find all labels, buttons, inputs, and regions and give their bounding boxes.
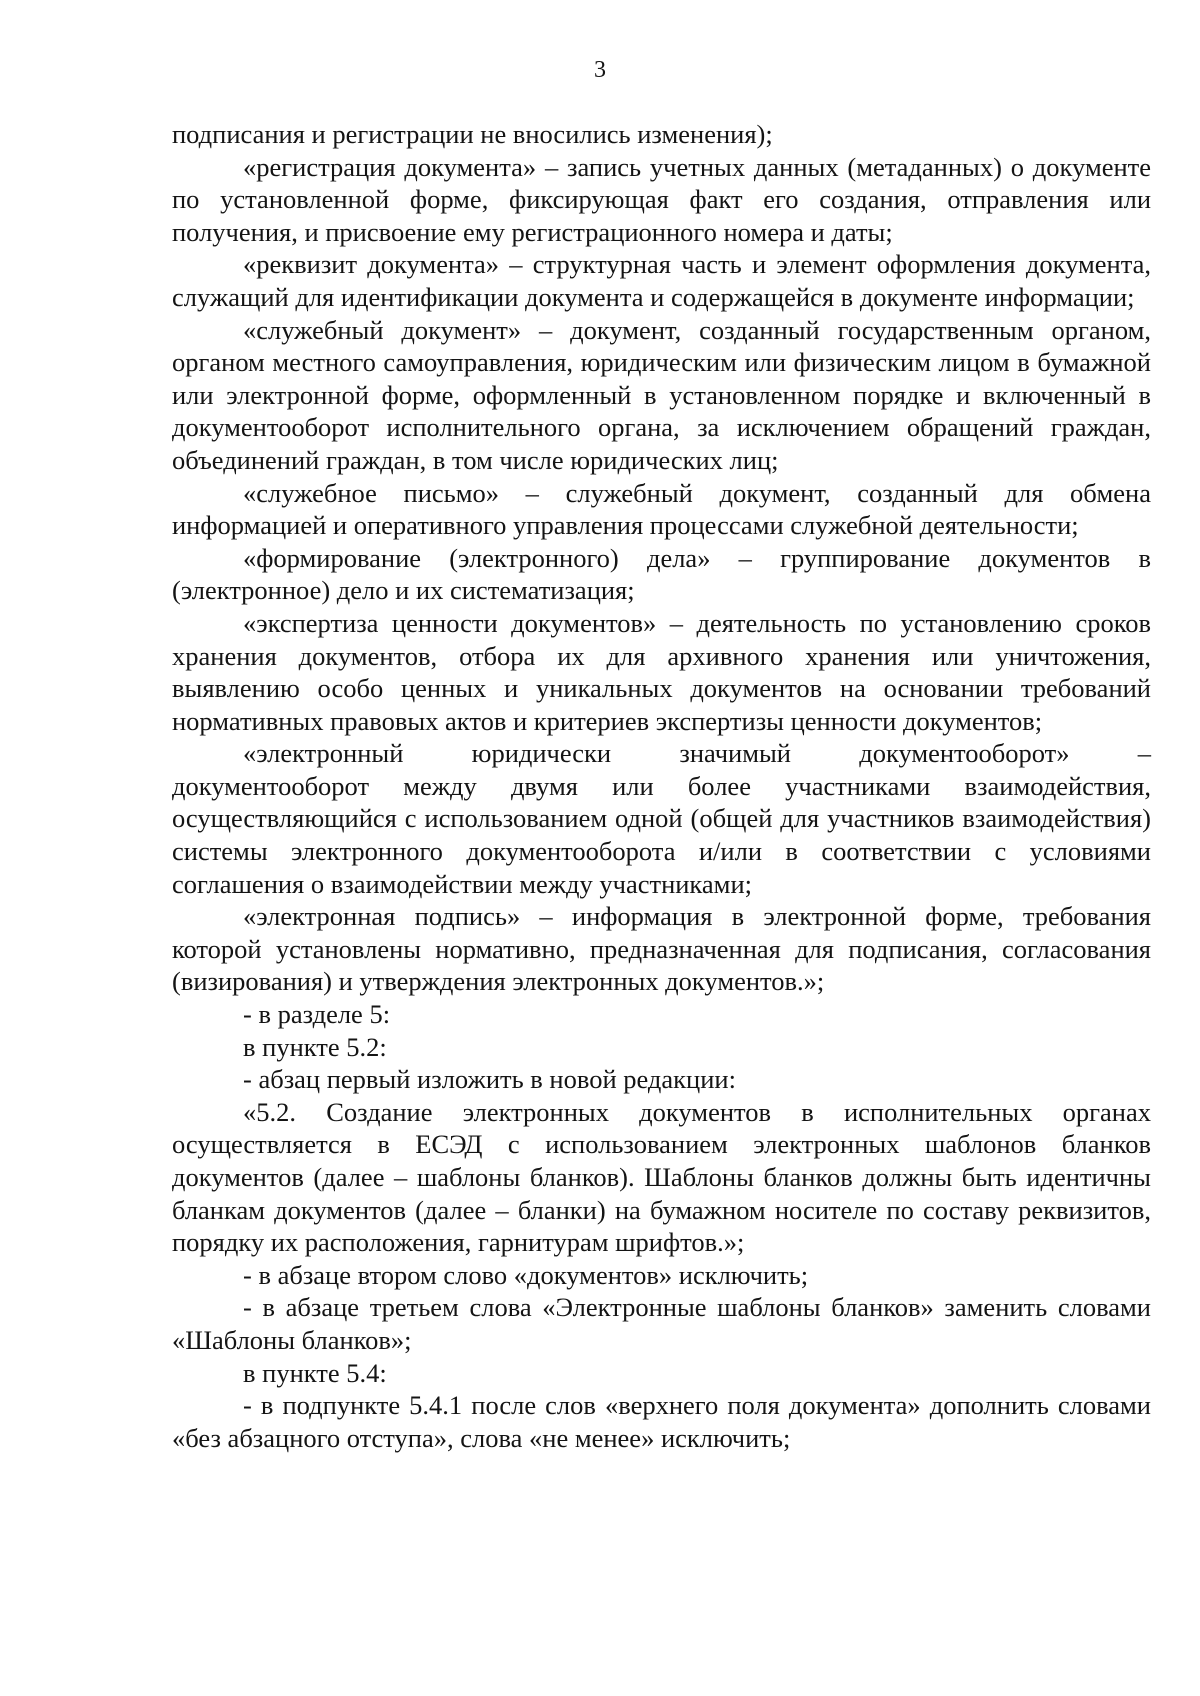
paragraph-3: «реквизит документа» – структурная часть и элемент оформления документа, служащий для идентификации документа и содержащейся в документе информации; xyxy=(172,249,1151,312)
paragraph-14: «5.2. Создание электронных документов в исполнительных органах осуществляется в ЕСЭД с использованием электронных шаблонов бланков документов (далее – шаблоны бланков). Шаблоны бланков должны быть идентичны бланкам документов (далее – бланки) на бумажном носителе по составу реквизитов, порядку их расположения, гарнитурам шрифтов.»; xyxy=(172,1096,1151,1258)
paragraph-8: «электронный юридически значимый документооборот» – xyxy=(243,738,1151,769)
paragraph-7: «экспертиза ценности документов» – деятельность по установлению сроков хранения документов, отбора их для архивного хранения или уничтожения, выявлению особо ценных и уникальных документов на основании требований нормативных правовых актов и критериев экспертизы ценности документов; xyxy=(172,607,1151,736)
paragraph-10: «электронная подпись» – информация в электронной форме, требования которой установлены нормативно, предназначенная для подписания, согласования (визирования) и утверждения электронных документов.»; xyxy=(172,901,1151,997)
paragraph-13: - абзац первый изложить в новой редакции: xyxy=(243,1064,736,1095)
paragraph-17: в пункте 5.4: xyxy=(243,1357,387,1388)
document-body xyxy=(172,118,1151,1454)
paragraph-2: «регистрация документа» – запись учетных данных (метаданных) о документе по установленной форме, фиксирующая факт его создания, отправления или получения, и присвоение ему регистрационного номера и даты; xyxy=(172,151,1151,247)
paragraph-1: подписания и регистрации не вносились изменения); xyxy=(172,119,773,149)
paragraph-12: в пункте 5.2: xyxy=(243,1031,387,1062)
page-number: 3 xyxy=(594,57,606,83)
paragraph-15: - в абзаце втором слово «документов» исключить; xyxy=(243,1259,809,1290)
paragraph-9: документооборот между двумя или более участниками взаимодействия, осуществляющийся с использованием одной (общей для участников взаимодействия) системы электронного документооборота и/или в соответствии с условиями соглашения о взаимодействии между участниками; xyxy=(172,770,1151,899)
paragraph-5: «служебное письмо» – служебный документ, созданный для обмена информацией и оперативного управления процессами служебной деятельности; xyxy=(172,477,1151,541)
paragraph-18: - в подпункте 5.4.1 после слов «верхнего поля документа» дополнить словами «без абзацного отступа», слова «не менее» исключить; xyxy=(172,1390,1151,1453)
paragraph-6: «формирование (электронного) дела» – группирование документов в (электронное) дело и их систематизация; xyxy=(172,542,1151,606)
paragraph-11: - в разделе 5: xyxy=(243,999,391,1030)
paragraph-4: «служебный документ» – документ, созданный государственным органом, органом местного самоуправления, юридическим или физическим лицом в бумажной или электронной форме, оформленный в установленном порядке и включенный в документооборот исполнительного органа, за исключением обращений граждан, объединений граждан, в том числе юридических лиц; xyxy=(172,314,1151,475)
paragraph-16: - в абзаце третьем слова «Электронные шаблоны бланков» заменить словами «Шаблоны бланков»; xyxy=(172,1292,1151,1355)
